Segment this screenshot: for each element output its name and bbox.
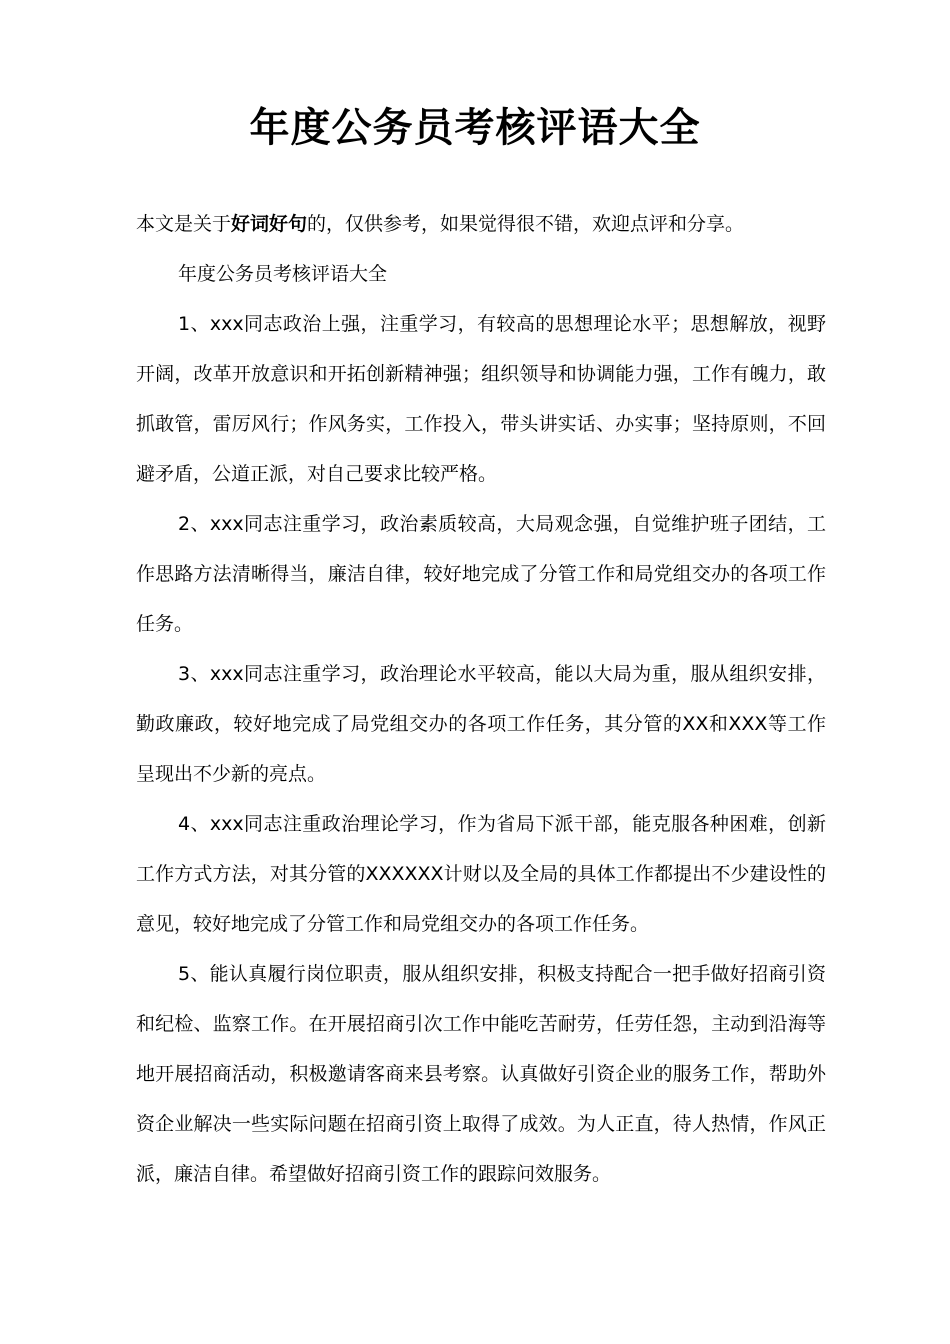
- intro-suffix: 的，仅供参考，如果觉得很不错，欢迎点评和分享。: [307, 213, 745, 235]
- appraisal-item-3: 3、xxx同志注重学习，政治理论水平较高，能以大局为重，服从组织安排，勤政廉政，较好地完成了局党组交办的各项工作任务，其分管的XX和XXX等工作呈现出不少新的亮点。: [136, 663, 826, 785]
- document-title: 年度公务员考核评语大全: [249, 105, 701, 151]
- intro-paragraph: [136, 199, 826, 249]
- intro-keyword: 好词好句: [231, 213, 308, 235]
- appraisal-list: [136, 299, 826, 1199]
- section-subtitle: 年度公务员考核评语大全: [178, 263, 388, 285]
- intro-prefix: 本文是关于: [136, 213, 232, 235]
- appraisal-item-4: 4、xxx同志注重政治理论学习，作为省局下派干部，能克服各种困难，创新工作方式方法，对其分管的XXXXXX计财以及全局的具体工作都提出不少建设性的意见，较好地完成了分管工作和局党组交办的各项工作任务。: [136, 813, 826, 935]
- appraisal-item-1: 1、xxx同志政治上强，注重学习，有较高的思想理论水平；思想解放，视野开阔，改革开放意识和开拓创新精神强；组织领导和协调能力强，工作有魄力，敢抓敢管，雷厉风行；作风务实，工作投入，带头讲实话、办实事；坚持原则，不回避矛盾，公道正派，对自己要求比较严格。: [136, 313, 826, 485]
- appraisal-item-2: 2、xxx同志注重学习，政治素质较高，大局观念强，自觉维护班子团结，工作思路方法清晰得当，廉洁自律，较好地完成了分管工作和局党组交办的各项工作任务。: [136, 513, 826, 635]
- appraisal-item-5: 5、能认真履行岗位职责，服从组织安排，积极支持配合一把手做好招商引资和纪检、监察工作。在开展招商引次工作中能吃苦耐劳，任劳任怨，主动到沿海等地开展招商活动，积极邀请客商来县考察。认真做好引资企业的服务工作，帮助外资企业解决一些实际问题在招商引资上取得了成效。为人正直，待人热情，作风正派，廉洁自律。希望做好招商引资工作的跟踪问效服务。: [136, 963, 826, 1185]
